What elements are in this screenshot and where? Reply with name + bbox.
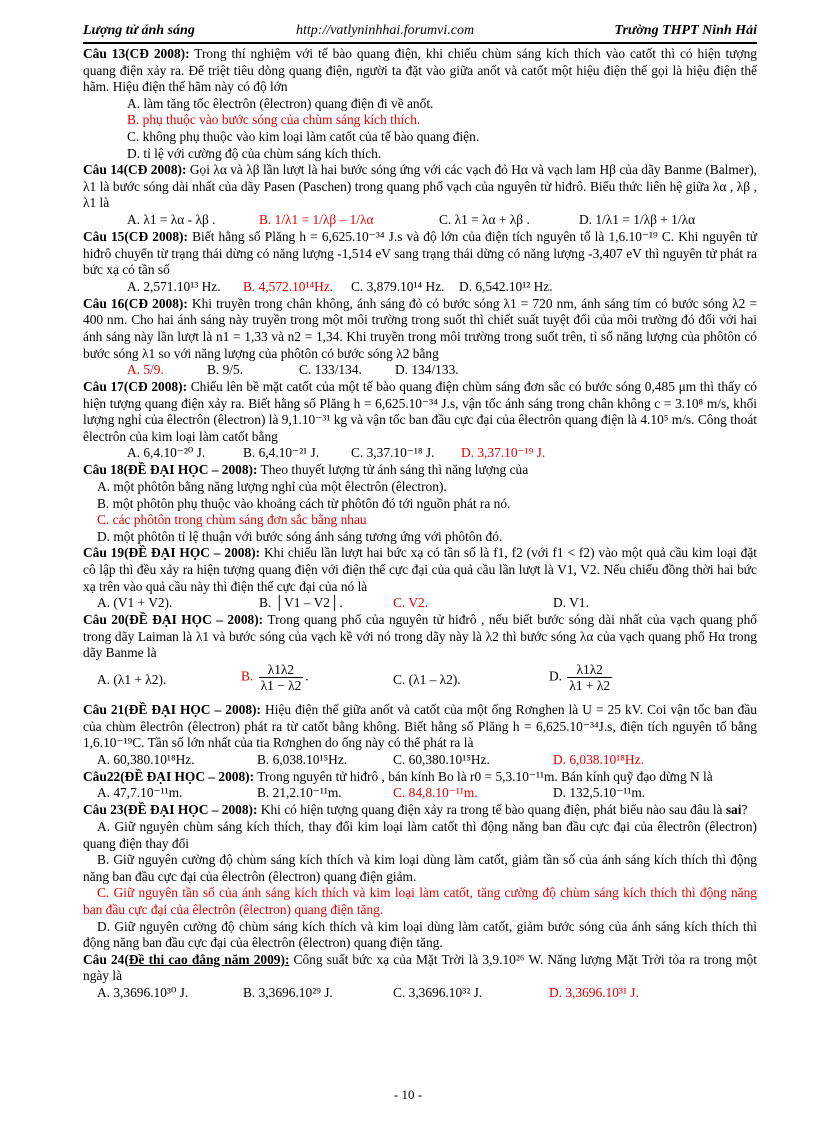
question-label: Câu 24( bbox=[83, 951, 129, 967]
question-label: Câu 19(ĐỀ ĐẠI HỌC – 2008): bbox=[83, 545, 261, 561]
fraction-denominator: λ1 + λ2 bbox=[569, 678, 611, 693]
options-row bbox=[83, 595, 757, 612]
options-row bbox=[83, 785, 757, 802]
option-b: B. 9/5. bbox=[207, 362, 244, 378]
option-d: D. 134/133. bbox=[395, 362, 459, 378]
option-d: D. 1/λ1 = 1/λβ + 1/λα bbox=[579, 211, 696, 227]
option-a: A. 47,7.10⁻¹¹m. bbox=[97, 785, 183, 801]
question-label: Câu 18(ĐỀ ĐẠI HỌC – 2008): bbox=[83, 462, 258, 478]
option-a-answer: A. 5/9. bbox=[127, 362, 164, 378]
option-c-answer: C. V2. bbox=[393, 595, 429, 611]
question-23 bbox=[83, 802, 757, 819]
option-a: A. một phôtôn bằng năng lượng nghỉ của một êlectrôn (êlectron). bbox=[97, 479, 447, 495]
question-label: Câu 13(CĐ 2008): bbox=[83, 46, 190, 61]
question-label-source: Đề thi cao đẳng năm 2009): bbox=[128, 951, 290, 967]
option-b-answer: B. 4,572.10¹⁴Hz. bbox=[243, 278, 334, 294]
question-text: Chiếu lên bề mặt catốt của một tế bào quang điện chùm sáng đơn sắc có bước sóng 0,485 μm thì thấy có hiện tượng quang điện xảy ra. Biết hằng số Plăng h = 6,625.10⁻³⁴ J.s, vận tốc ánh sáng trong chân không c = 3.10⁸ m/s, khối lượng nghỉ của êlectrôn (êlectron) là 9,1.10⁻³¹ kg và vận tốc ban đầu cực đại của êlectrôn quang điện là 4.10⁵ m/s. Công thoát êlectrôn của kim loại làm catốt bằng bbox=[83, 379, 757, 444]
question-20 bbox=[83, 612, 757, 662]
option-d bbox=[549, 662, 614, 693]
fraction bbox=[259, 662, 304, 693]
question-text: Công suất bức xạ của Mặt Trời là 3,9.10²⁶ W. Năng lượng Mặt Trời tỏa ra trong một ngày là bbox=[83, 951, 757, 984]
option-c: C. (λ1 – λ2). bbox=[393, 672, 461, 687]
option-b-answer: B. $\frac{\lambda 1\lambda 2}{\lambda 1 - \lambda 2}$ . bbox=[241, 662, 309, 693]
question-label: Câu 15(CĐ 2008): bbox=[83, 228, 188, 244]
option-d: D. tỉ lệ với cường độ của chùm sáng kích thích. bbox=[127, 145, 382, 161]
option-a: A. 3,3696.10³⁰ J. bbox=[97, 984, 189, 1000]
question-text: Trong thí nghiệm với tế bào quang điện, khi chiếu chùm sáng kích thích vào catốt thì có hiện tượng quang điện xảy ra. Để triệt tiêu dòng quang điện, người ta đặt vào giữa anốt và catốt một hiệu điện thế gọi là hiệu điện thế hãm. Hiệu điện thế hãm này có độ lớn bbox=[83, 46, 757, 95]
question-label: Câu 20(ĐỀ ĐẠI HỌC – 2008): bbox=[83, 612, 264, 628]
question-label: Câu 17(CĐ 2008): bbox=[83, 379, 188, 395]
option-c: C. 3,3696.10³² J. bbox=[393, 984, 483, 1000]
question-22 bbox=[83, 769, 757, 786]
question-text: Trong quang phổ của nguyên tử hiđrô , nếu biết bước sóng dài nhất của vạch quang phổ trong dãy Laiman là λ1 và bước sóng của vạch kề với nó trong dãy này là λ2 thì bước sóng λα của vạch quang phổ Hα trong dãy Banme là bbox=[83, 612, 757, 661]
option-c-answer: C. Giữ nguyên tần số của ánh sáng kích thích và kim loại làm catốt, tăng cường độ chùm sáng kích thích thì động năng ban đầu cực đại của êlectrôn (êlectron) quang điện tăng. bbox=[83, 885, 757, 917]
question-label: Câu 23(ĐỀ ĐẠI HỌC – 2008): bbox=[83, 802, 258, 818]
option-b: B. 3,3696.10²⁹ J. bbox=[243, 984, 333, 1000]
options-row bbox=[83, 752, 757, 769]
option-d: D. 6,542.10¹² Hz. bbox=[459, 278, 553, 294]
question-label: Câu22(ĐỀ ĐẠI HỌC – 2008): bbox=[83, 768, 255, 784]
question-text: Khi truyền trong chân không, ánh sáng đỏ có bước sóng λ1 = 720 nm, ánh sáng tím có bước sóng λ2 = 400 nm. Cho hai ánh sáng này truyền trong một môi trường trong suốt thì chiết suất tuyệt đối của môi trường đó đối với hai ánh sáng này lần lượt là n1 = 1,33 và n2 = 1,34. Khi truyền trong môi trường trong suốt trên, tỉ số năng lượng của phôtôn có bước sóng λ1 so với năng lượng của phôtôn có bước sóng λ2 bằng bbox=[83, 295, 758, 361]
options-row bbox=[83, 212, 757, 229]
question-label: Câu 21(ĐỀ ĐẠI HỌC – 2008): bbox=[83, 702, 261, 717]
option-c: C. không phụ thuộc vào kim loại làm catốt của tế bào quang điện. bbox=[127, 128, 480, 144]
question-24 bbox=[83, 952, 757, 985]
header-url[interactable]: http://vatlyninhhai.forumvi.com bbox=[296, 23, 475, 38]
question-text: Biết hằng số Plăng h = 6,625.10⁻³⁴ J.s và độ lớn của điện tích nguyên tố là 1,6.10⁻¹⁹ C. Khi nguyên tử hiđrô chuyển từ trạng thái dừng có năng lượng -1,514 eV sang trạng thái dừng có năng lượng -3,407 eV thì nguyên tử phát ra bức xạ có tần số bbox=[83, 228, 757, 278]
document-body bbox=[83, 46, 757, 1002]
option-d: D. V1. bbox=[553, 595, 589, 611]
question-emphasis: sai bbox=[725, 802, 742, 818]
fraction-numerator: λ1λ2 bbox=[567, 662, 612, 678]
option-b: B. 21,2.10⁻¹¹m. bbox=[257, 785, 342, 801]
question-label: Câu 14(CĐ 2008): bbox=[83, 162, 187, 178]
page-header bbox=[83, 20, 757, 44]
question-21 bbox=[83, 702, 757, 752]
options-row bbox=[83, 279, 757, 296]
question-text: Khi chiếu lần lượt hai bức xạ có tần số là f1, f2 (với f1 < f2) vào một quả cầu kim loại đặt cô lập thì đều xảy ra hiện tượng quang điện với điện thế cực đại của quả cầu lần lượt là V1, V2. Nếu chiếu đồng thời hai bức xạ trên vào quả cầu này thì điện thế cực đại của nó là bbox=[83, 545, 757, 594]
question-16 bbox=[83, 296, 757, 362]
option-b: B. Giữ nguyên cường độ chùm sáng kích thích và kim loại dùng làm catốt, giảm tần số của ánh sáng kích thích thì động năng ban đầu cực đại của êlectrôn (êlectron) quang điện giảm. bbox=[83, 852, 757, 884]
question-17 bbox=[83, 379, 757, 445]
option-c: C. 3,37.10⁻¹⁸ J. bbox=[351, 445, 435, 461]
option-b: B. một phôtôn phụ thuộc vào khoảng cách từ phôtôn đó tới nguồn phát ra nó. bbox=[97, 495, 511, 511]
option-a: A. 60,380.10¹⁸Hz. bbox=[97, 751, 195, 767]
option-d: D. 132,5.10⁻¹¹m. bbox=[553, 785, 646, 801]
option-d-answer: D. 3,37.10⁻¹⁹ J. bbox=[461, 445, 546, 461]
question-label: Câu 16(CĐ 2008): bbox=[83, 295, 188, 311]
question-text: Hiệu điện thế giữa anốt và catốt của một ống Rơnghen là U = 25 kV. Coi vận tốc ban đầu của chùm êlectrôn (êlectron) phát ra từ catốt bằng không. Biết hằng số Plăng h = 6,625.10⁻³⁴J.s, điện tích nguyên tố bằng 1,6.10⁻¹⁹C. Tần số lớn nhất của tia Rơnghen do ống này có thể phát ra là bbox=[83, 702, 757, 751]
options-row bbox=[83, 445, 757, 462]
option-b-label: B. bbox=[241, 668, 254, 684]
option-a: A. Giữ nguyên chùm sáng kích thích, thay đổi kim loại làm catốt thì động năng ban đầu cực đại của êlectrôn (êlectron) quang điện thay đổi bbox=[83, 818, 757, 851]
option-d-label: D. bbox=[549, 668, 563, 684]
option-c: C. λ1 = λα + λβ . bbox=[439, 211, 530, 227]
question-14 bbox=[83, 162, 757, 212]
option-a: A. 2,571.10¹³ Hz. bbox=[127, 278, 221, 294]
option-d-answer: D. 3,3696.10³¹ J. bbox=[549, 984, 639, 1000]
option-b: B. 6,4.10⁻²¹ J. bbox=[243, 445, 320, 461]
option-b-answer: B. 1/λ1 = 1/λβ – 1/λα bbox=[259, 211, 374, 227]
options-row bbox=[83, 662, 757, 702]
options-row bbox=[83, 985, 757, 1002]
option-b-answer: B. phụ thuộc vào bước sóng của chùm sáng kích thích. bbox=[127, 112, 421, 128]
option-c-answer: C. các phôtôn trong chùm sáng đơn sắc bằng nhau bbox=[97, 512, 367, 528]
question-text: Theo thuyết lượng tử ánh sáng thì năng lượng của bbox=[257, 462, 529, 478]
option-c-answer: C. 84,8.10⁻¹¹m. bbox=[393, 785, 478, 801]
page-number: - 10 - bbox=[393, 1087, 423, 1102]
option-c: C. 133/134. bbox=[299, 362, 362, 378]
option-a: A. (V1 + V2). bbox=[97, 595, 173, 611]
fraction-denominator: λ1 − λ2 bbox=[260, 678, 302, 693]
option-d: D. Giữ nguyên cường độ chùm sáng kích thích và kim loại dùng làm catốt, giảm bước sóng của ánh sáng kích thích thì động năng ban đầu cực đại của êlectrôn (êlectron) quang điện tăng. bbox=[83, 918, 757, 951]
option-b: B. 6,038.10¹⁵Hz. bbox=[257, 751, 348, 767]
option-a: A. (λ1 + λ2). bbox=[97, 672, 167, 687]
option-b: B. │V1 – V2│. bbox=[259, 595, 343, 611]
option-a: A. làm tăng tốc êlectrôn (êlectron) quang điện đi về anốt. bbox=[127, 95, 434, 111]
header-school: Trường THPT Ninh Hải bbox=[614, 23, 757, 38]
question-text: Gọi λα và λβ lần lượt là hai bước sóng ứng với các vạch đỏ Hα và vạch lam Hβ của dãy Banme (Balmer), λ1 là bước sóng dài nhất của dãy Pasen (Paschen) trong quang phổ vạch của nguyên tử hiđrô. Biểu thức liên hệ giữa λα , λβ , λ1 là bbox=[83, 162, 758, 211]
option-a: A. 6,4.10⁻²⁰ J. bbox=[127, 445, 206, 461]
question-text-end: ? bbox=[741, 802, 748, 818]
fraction bbox=[567, 662, 612, 693]
question-19 bbox=[83, 545, 757, 595]
question-18 bbox=[83, 462, 757, 479]
option-c: C. 3,879.10¹⁴ Hz. bbox=[351, 278, 445, 294]
question-text: Khi có hiện tượng quang điện xảy ra trong tế bào quang điện, phát biểu nào sau đâu là bbox=[257, 802, 723, 818]
options-row bbox=[83, 362, 757, 379]
fraction-numerator: λ1λ2 bbox=[259, 662, 304, 678]
question-13 bbox=[83, 46, 757, 96]
option-d: D. một phôtôn tỉ lệ thuận với bước sóng ánh sáng tương ứng với phôtôn đó. bbox=[97, 528, 503, 544]
question-text: Trong nguyên tử hiđrô , bán kính Bo là r0 = 5,3.10⁻¹¹m. Bán kính quỹ đạo dừng N là bbox=[254, 768, 713, 784]
option-c: C. 60,380.10¹⁵Hz. bbox=[393, 751, 490, 767]
option-a: A. λ1 = λα - λβ . bbox=[127, 211, 216, 227]
option-d-answer: D. 6,038.10¹⁸Hz. bbox=[553, 751, 644, 767]
question-15 bbox=[83, 229, 757, 279]
header-topic: Lượng tử ánh sáng bbox=[83, 23, 195, 38]
